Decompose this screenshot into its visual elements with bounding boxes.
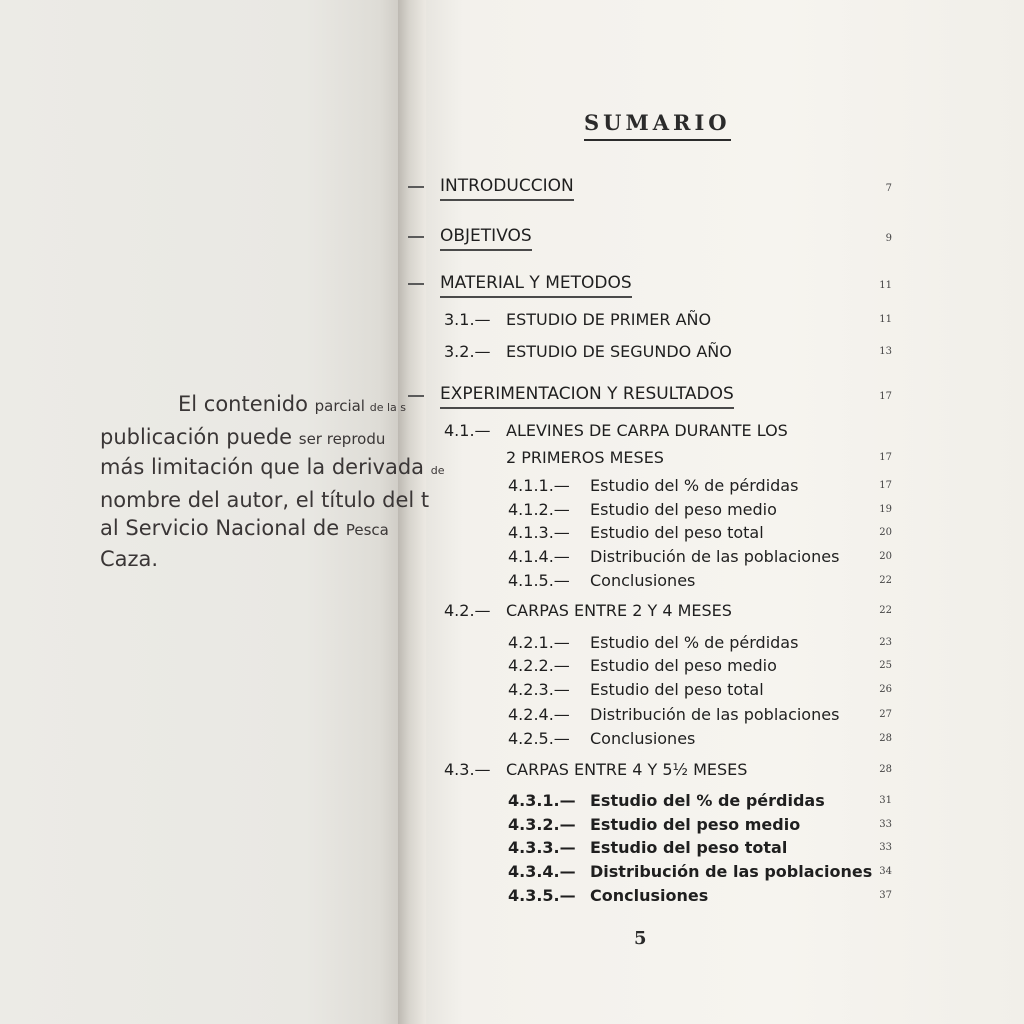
toc-entry: 3.1.— ESTUDIO DE PRIMER AÑO bbox=[444, 310, 712, 329]
toc-page: 11 bbox=[879, 314, 892, 325]
toc-subentry: 4.2.1.— Estudio del % de pérdidas bbox=[508, 633, 799, 652]
left-line: nombre del autor, el título del t bbox=[100, 487, 430, 512]
toc-entry: 4.2.— CARPAS ENTRE 2 Y 4 MESES bbox=[444, 601, 732, 620]
toc-subentry: 4.1.4.— Distribución de las poblaciones bbox=[508, 547, 840, 566]
toc-page: 33 bbox=[879, 842, 892, 853]
left-line: El contenido parcial de la s bbox=[178, 392, 407, 416]
toc-entry: 4.3.— CARPAS ENTRE 4 Y 5½ MESES bbox=[444, 760, 748, 779]
section-dash bbox=[408, 236, 424, 238]
toc-page: 17 bbox=[879, 452, 892, 463]
toc-subentry: 4.1.3.— Estudio del peso total bbox=[508, 523, 764, 542]
page-title: SUMARIO bbox=[584, 110, 731, 141]
toc-subentry: 4.2.5.— Conclusiones bbox=[508, 729, 696, 748]
toc-page: 11 bbox=[879, 280, 892, 291]
toc-page: 20 bbox=[879, 551, 892, 562]
toc-page: 13 bbox=[879, 346, 892, 357]
toc-page: 23 bbox=[879, 637, 892, 648]
toc-page: 22 bbox=[879, 575, 892, 586]
left-line: más limitación que la derivada de bbox=[100, 455, 445, 479]
left-line: Caza. bbox=[100, 546, 159, 571]
toc-section: INTRODUCCION bbox=[440, 176, 574, 196]
toc-section: OBJETIVOS bbox=[440, 226, 532, 246]
toc-entry: 2 PRIMEROS MESES bbox=[506, 448, 664, 467]
toc-section: EXPERIMENTACION Y RESULTADOS bbox=[440, 384, 734, 404]
toc-subentry: 4.1.2.— Estudio del peso medio bbox=[508, 500, 777, 519]
section-dash bbox=[408, 395, 424, 397]
toc-subentry: 4.2.3.— Estudio del peso total bbox=[508, 680, 764, 699]
toc-subentry: 4.3.3.— Estudio del peso total bbox=[508, 838, 788, 857]
left-line: publicación puede ser reprodu bbox=[100, 424, 386, 449]
toc-section: MATERIAL Y METODOS bbox=[440, 273, 632, 293]
toc-subentry: 4.1.1.— Estudio del % de pérdidas bbox=[508, 476, 799, 495]
toc-page: 33 bbox=[879, 819, 892, 830]
toc-subentry: 4.3.4.— Distribución de las poblaciones bbox=[508, 862, 873, 881]
toc-subentry: 4.3.1.— Estudio del % de pérdidas bbox=[508, 791, 825, 810]
left-line: al Servicio Nacional de Pesca bbox=[100, 516, 389, 540]
toc-page: 37 bbox=[879, 890, 892, 901]
toc-page: 22 bbox=[879, 605, 892, 616]
toc-page: 25 bbox=[879, 660, 892, 671]
toc-page: 28 bbox=[879, 733, 892, 744]
toc-page: 7 bbox=[885, 183, 892, 194]
toc-subentry: 4.2.4.— Distribución de las poblaciones bbox=[508, 705, 840, 724]
toc-page: 26 bbox=[879, 684, 892, 695]
toc-entry: 4.1.— ALEVINES DE CARPA DURANTE LOS bbox=[444, 421, 788, 440]
toc-subentry: 4.3.5.— Conclusiones bbox=[508, 886, 709, 905]
toc-page: 9 bbox=[885, 233, 892, 244]
page-number: 5 bbox=[634, 928, 647, 949]
toc-subentry: 4.2.2.— Estudio del peso medio bbox=[508, 656, 777, 675]
toc-subentry: 4.3.2.— Estudio del peso medio bbox=[508, 815, 801, 834]
toc-entry: 3.2.— ESTUDIO DE SEGUNDO AÑO bbox=[444, 342, 732, 361]
toc-page: 17 bbox=[879, 391, 892, 402]
toc-page: 17 bbox=[879, 480, 892, 491]
toc-page: 34 bbox=[879, 866, 892, 877]
toc-page: 20 bbox=[879, 527, 892, 538]
toc-page: 28 bbox=[879, 764, 892, 775]
toc-page: 19 bbox=[879, 504, 892, 515]
section-dash bbox=[408, 283, 424, 285]
section-dash bbox=[408, 186, 424, 188]
toc-subentry: 4.1.5.— Conclusiones bbox=[508, 571, 696, 590]
toc-page: 27 bbox=[879, 709, 892, 720]
toc-page: 31 bbox=[879, 795, 892, 806]
